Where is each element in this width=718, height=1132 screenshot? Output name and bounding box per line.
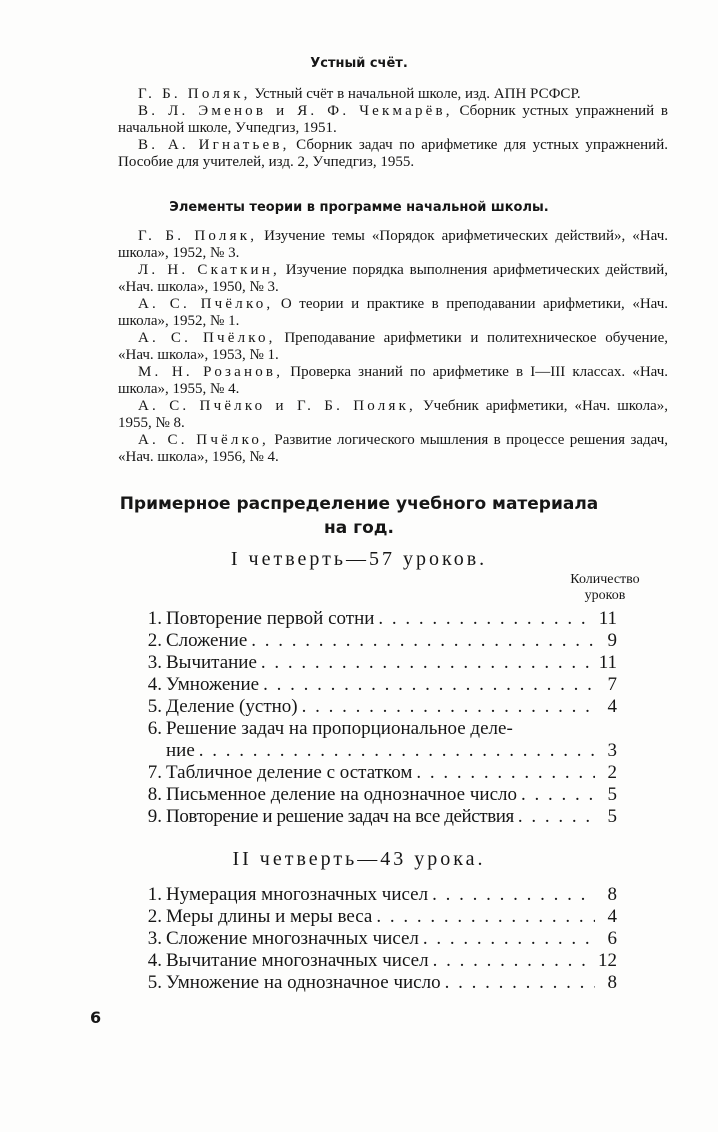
item-count: 11: [598, 652, 617, 673]
entry-text: Преподавание арифметики и политехническое обучение, «Нач. школа», 1953, № 1.: [118, 330, 668, 363]
dot-leader: [257, 652, 595, 674]
entry-text: Развитие логического мышления в процессе решения задач, «Нач. школа», 1956, № 4.: [118, 432, 669, 465]
item-label: Вычитание многозначных чисел: [166, 950, 429, 971]
item-label: Сложение многозначных чисел: [166, 928, 419, 949]
item-number: 1.: [147, 608, 162, 629]
dot-leader: [517, 784, 595, 806]
entry-text: Изучение темы «Порядок арифметических действий», «Нач. школа», 1952, № 3.: [118, 228, 668, 261]
distribution-title-line1: Примерное распределение учебного материала: [119, 494, 599, 514]
list-item: [132, 630, 617, 652]
item-label: Решение задач на пропорциональное деле-: [166, 718, 513, 739]
entry-author: А. С. Пчёлко,: [138, 296, 274, 312]
bibliography-entry: [118, 103, 668, 137]
section-heading-theory: Элементы теории в программе начальной школы.: [169, 200, 549, 215]
item-number: 7.: [147, 762, 162, 783]
list-item: [132, 608, 617, 630]
bibliography-entry: [118, 330, 668, 364]
dot-leader: [412, 762, 595, 784]
item-count: 9: [607, 630, 617, 651]
item-number: 2.: [147, 630, 162, 651]
entry-author: А. С. Пчёлко и Г. Б. Поляк,: [138, 398, 417, 414]
item-number: 9.: [147, 806, 162, 827]
entry-text: Проверка знаний по арифметике в I—III классах. «Нач. школа», 1955, № 4.: [118, 364, 668, 397]
item-number: 5.: [147, 972, 162, 993]
item-label: Меры длины и меры веса: [166, 906, 373, 927]
entry-author: В. Л. Эменов и Я. Ф. Чекмарёв,: [138, 103, 453, 119]
dot-leader: [419, 928, 595, 950]
list-item: [132, 884, 617, 906]
bibliography-entry: [118, 432, 668, 466]
item-count: 5: [607, 784, 617, 805]
item-label: Повторение и решение задач на все действия: [166, 806, 514, 827]
bibliography-entry: [118, 398, 668, 432]
item-label: Письменное деление на однозначное число: [166, 784, 517, 805]
item-number: 4.: [147, 950, 162, 971]
distribution-title-line2: на год.: [324, 518, 394, 538]
item-count: 12: [598, 950, 617, 971]
list-item: [132, 674, 617, 696]
item-count: 7: [607, 674, 617, 695]
item-count: 11: [598, 608, 617, 629]
lessons-count-header-line1: Количество: [570, 572, 640, 587]
bibliography-entry: [118, 86, 668, 103]
item-count: 4: [607, 696, 617, 717]
dot-leader: [195, 740, 595, 762]
dot-leader: [374, 608, 595, 630]
item-number: 3.: [147, 652, 162, 673]
list-item: [132, 972, 617, 994]
entry-author: В. А. Игнатьев,: [138, 137, 290, 153]
oral-bibliography: [118, 86, 668, 171]
entry-author: М. Н. Розанов,: [138, 364, 284, 380]
item-count: 8: [607, 972, 617, 993]
dot-leader: [441, 972, 595, 994]
entry-author: А. С. Пчёлко,: [138, 330, 276, 346]
bibliography-entry: [118, 296, 668, 330]
item-count: 3: [607, 740, 617, 761]
dot-leader: [514, 806, 595, 828]
bibliography-entry: [118, 262, 668, 296]
dot-leader: [372, 906, 595, 928]
item-label: Вычитание: [166, 652, 257, 673]
quarter2-list: [132, 884, 617, 994]
entry-author: Г. Б. Поляк,: [138, 228, 258, 244]
item-label: Табличное деление с остатком: [166, 762, 413, 783]
item-number: 2.: [147, 906, 162, 927]
entry-text: Учебник арифметики, «Нач. школа», 1955, № 8.: [118, 398, 668, 431]
item-number: 6.: [147, 718, 162, 739]
theory-bibliography: [118, 228, 668, 466]
list-item: [132, 806, 617, 828]
list-item: [132, 906, 617, 928]
list-item: [132, 652, 617, 674]
item-count: 5: [607, 806, 617, 827]
list-item: [132, 762, 617, 784]
distribution-title: [0, 492, 718, 540]
dot-leader: [429, 950, 595, 972]
dot-leader: [247, 630, 595, 652]
bibliography-entry: [118, 228, 668, 262]
entry-author: А. С. Пчёлко,: [138, 432, 269, 448]
entry-text: Устный счёт в начальной школе, изд. АПН РСФСР.: [250, 86, 581, 102]
item-count: 8: [607, 884, 617, 905]
item-number: 8.: [147, 784, 162, 805]
list-item: [132, 696, 617, 718]
lessons-count-header-line2: уроков: [584, 588, 626, 603]
item-label: Сложение: [166, 630, 248, 651]
item-label: Деление (устно): [166, 696, 298, 717]
item-number: 5.: [147, 696, 162, 717]
item-count: 4: [607, 906, 617, 927]
list-item: [132, 784, 617, 806]
item-label: ние: [166, 740, 195, 761]
entry-text: О теории и практике в преподавании арифметики, «Нач. школа», 1952, № 1.: [118, 296, 668, 329]
item-count: 6: [607, 928, 617, 949]
item-count: 2: [607, 762, 617, 783]
list-item: [132, 928, 617, 950]
list-item: [132, 718, 617, 740]
page-number: 6: [90, 1008, 102, 1027]
entry-text: Сборник устных упражнений в начальной школе, Учпедгиз, 1951.: [118, 103, 668, 136]
lessons-count-header: [545, 572, 665, 604]
list-item-continuation: [132, 740, 617, 762]
dot-leader: [259, 674, 595, 696]
item-label: Повторение первой сотни: [166, 608, 375, 629]
section-heading-oral: Устный счёт.: [310, 56, 408, 71]
item-label: Нумерация многозначных чисел: [166, 884, 429, 905]
quarter1-title: I четверть—57 уроков.: [230, 548, 488, 570]
item-number: 4.: [147, 674, 162, 695]
bibliography-entry: [118, 364, 668, 398]
entry-text: Изучение порядка выполнения арифметических действий, «Нач. школа», 1950, № 3.: [118, 262, 668, 295]
entry-author: Л. Н. Скаткин,: [138, 262, 280, 278]
item-number: 3.: [147, 928, 162, 949]
entry-author: Г. Б. Поляк,: [138, 86, 251, 102]
bibliography-entry: [118, 137, 668, 171]
quarter2-title: II четверть—43 урока.: [232, 848, 486, 870]
item-number: 1.: [147, 884, 162, 905]
item-label: Умножение на однозначное число: [166, 972, 441, 993]
item-label: Умножение: [166, 674, 260, 695]
list-item: [132, 950, 617, 972]
entry-text: Сборник задач по арифметике для устных упражнений. Пособие для учителей, изд. 2, Учпедгиз, 1955.: [118, 137, 668, 170]
quarter1-list: [132, 608, 617, 828]
dot-leader: [298, 696, 595, 718]
dot-leader: [428, 884, 595, 906]
